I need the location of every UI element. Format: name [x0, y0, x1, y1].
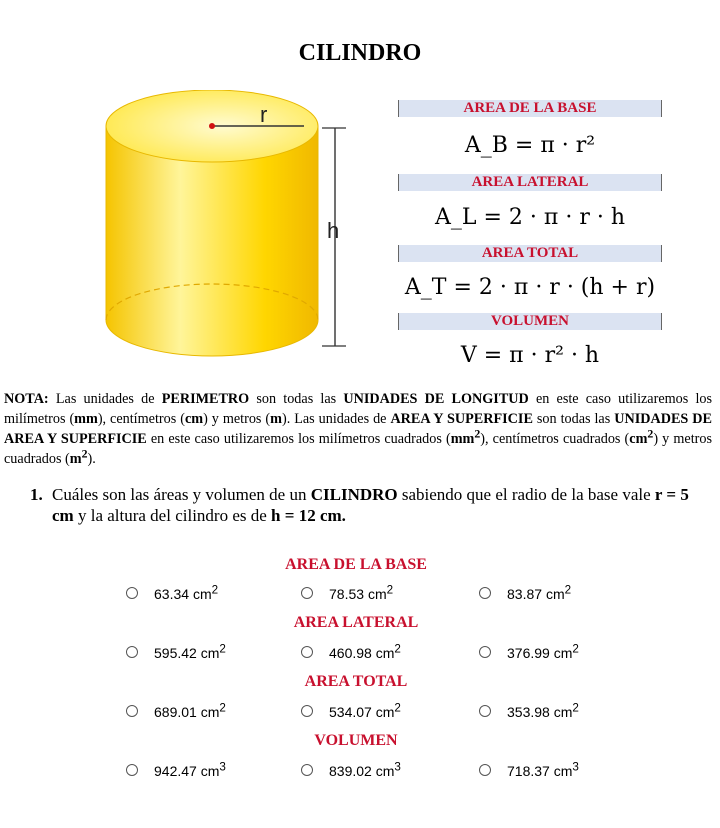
answer-option-label: 353.98 $cm^2$ — [507, 701, 579, 720]
radio-button[interactable] — [126, 587, 138, 599]
radio-button[interactable] — [301, 764, 313, 776]
formula-heading-total-area: AREA TOTAL — [398, 245, 662, 262]
question-1 — [32, 484, 712, 526]
radio-button[interactable] — [301, 705, 313, 717]
radius-label: r — [260, 102, 268, 127]
cylinder-diagram — [100, 90, 360, 362]
radio-button[interactable] — [479, 764, 491, 776]
answer-option-label: 78.53 $cm^2$ — [329, 583, 394, 602]
section-heading-volume: VOLUMEN — [314, 732, 398, 749]
formula-base-area — [398, 133, 662, 158]
answer-option-label: 460.98 $cm^2$ — [329, 642, 401, 661]
answer-option-label: 942.47 $cm^3$ — [154, 760, 226, 779]
answer-option-label: 534.07 $cm^2$ — [329, 701, 401, 720]
answer-option-label: 63.34 $cm^2$ — [154, 583, 219, 602]
answer-option-label: 83.87 $cm^2$ — [507, 583, 572, 602]
radio-button[interactable] — [479, 587, 491, 599]
radio-button[interactable] — [479, 646, 491, 658]
page-title: CILINDRO — [298, 40, 422, 66]
height-label: h — [327, 218, 340, 243]
radio-button[interactable] — [126, 646, 138, 658]
radio-button[interactable] — [301, 646, 313, 658]
radio-button[interactable] — [301, 587, 313, 599]
answer-option-label: 839.02 $cm^3$ — [329, 760, 401, 779]
section-heading-lateral-area: AREA LATERAL — [293, 614, 419, 631]
answer-option-label: 376.99 $cm^2$ — [507, 642, 579, 661]
center-point — [209, 123, 215, 129]
formula-heading-lateral-area: AREA LATERAL — [398, 174, 662, 191]
radio-button[interactable] — [126, 705, 138, 717]
section-heading-base-area: AREA DE LA BASE — [285, 556, 427, 573]
formula-volume — [398, 343, 662, 368]
answer-option-label: 689.01 $cm^2$ — [154, 701, 226, 720]
formula-total-area — [398, 275, 662, 300]
answer-option-label: 718.37 $cm^3$ — [507, 760, 579, 779]
radio-button[interactable] — [479, 705, 491, 717]
formula-heading-base-area: AREA DE LA BASE — [398, 100, 662, 117]
section-heading-total-area: AREA TOTAL — [304, 673, 408, 690]
formula-total-area-expression: A_T = 2 · π · r · (h + r) — [404, 275, 656, 300]
note-paragraph: NOTA: Las unidades de PERIMETRO son todas las UNIDADES DE LONGITUD en este caso utilizaremos los milímetros (mm), centímetros (cm) y metros (m). Las unidades de AREA Y SUPERFICIE son todas las UNIDADES DE AREA Y SUPERFICIE en este caso utilizaremos los milímetros cuadrados $(mm^2)$, centímetros cuadrados $(cm^2)$ y metros cuadrados $(m^2)$. — [4, 391, 713, 467]
radio-button[interactable] — [126, 764, 138, 776]
formula-heading-volume: VOLUMEN — [398, 313, 662, 330]
formula-base-area-expression: A_B = π · r² — [464, 133, 596, 158]
formula-lateral-area — [398, 205, 662, 230]
question-text: Cuáles son las áreas y volumen de un CILINDRO sabiendo que el radio de la base vale r = 5 cm y la altura del cilindro es de h = 12 cm. — [52, 485, 689, 525]
formula-lateral-area-expression: A_L = 2 · π · r · h — [435, 205, 625, 230]
answer-option-label: 595.42 $cm^2$ — [154, 642, 226, 661]
question-number: 1. — [30, 485, 43, 504]
formula-volume-expression: V = π · r² · h — [460, 343, 600, 368]
